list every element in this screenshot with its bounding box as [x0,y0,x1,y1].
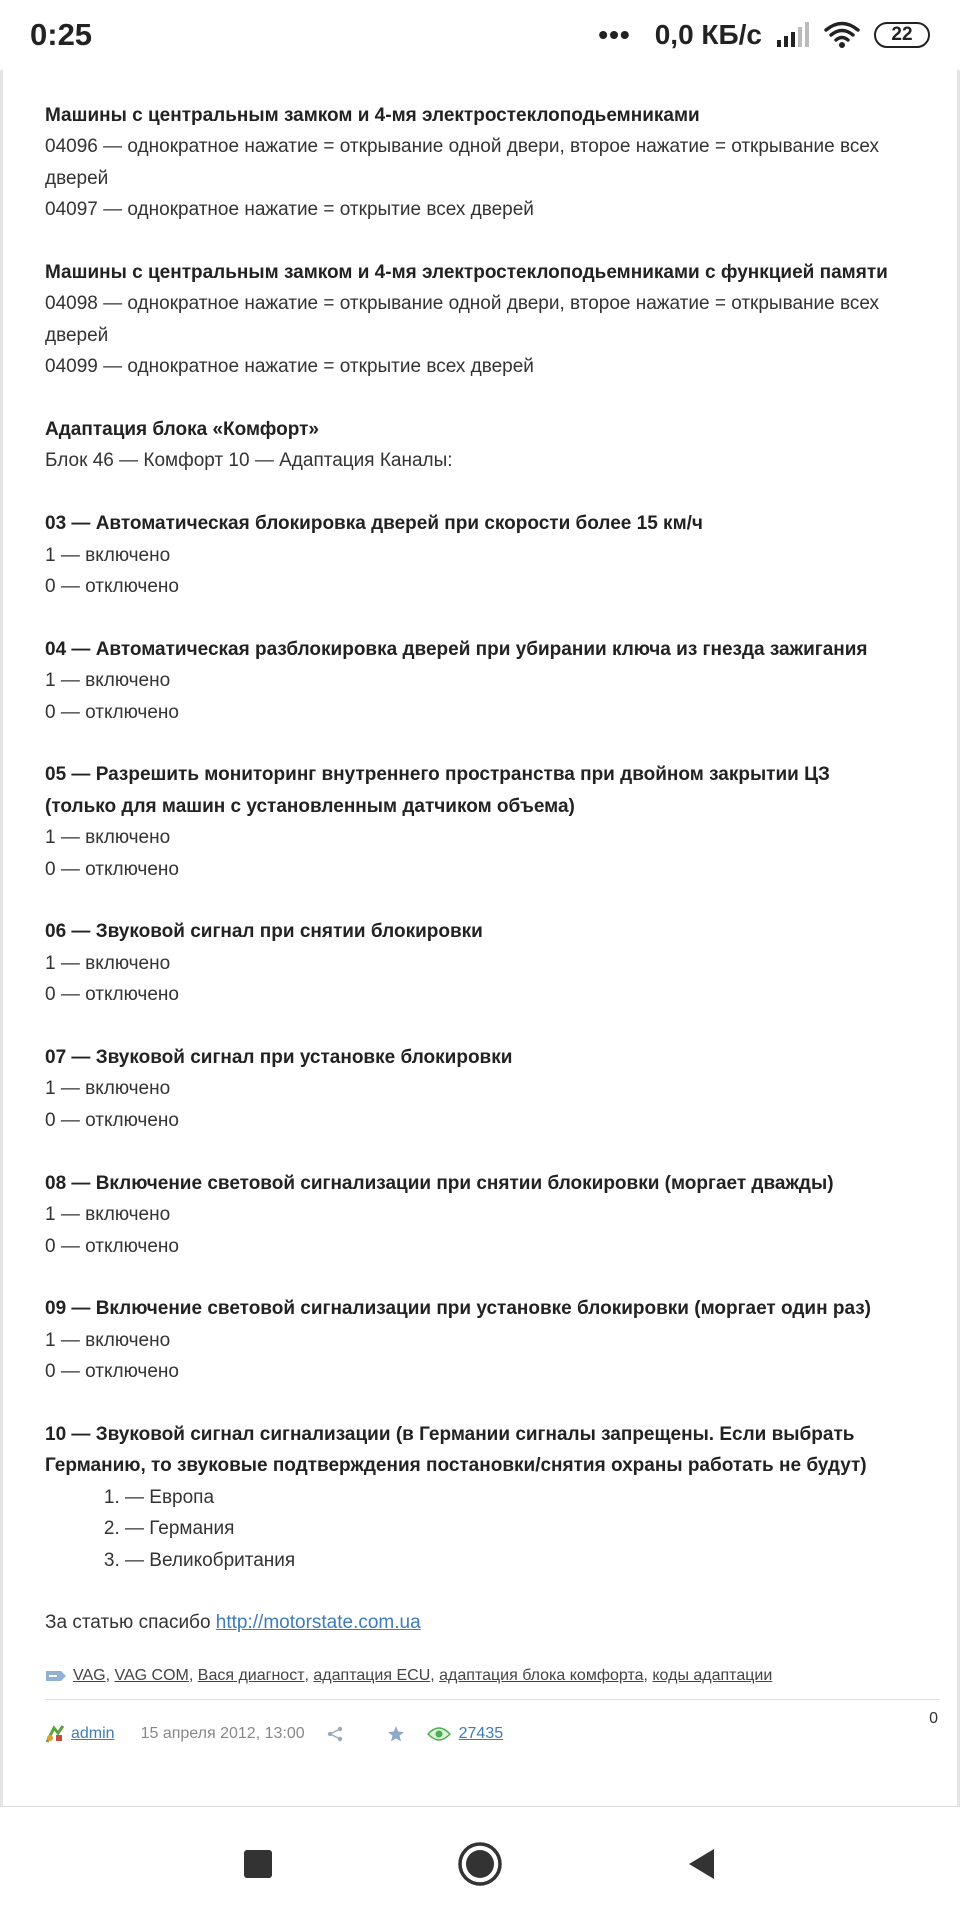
status-bar [0,0,960,70]
comments-count: 0 [929,1709,938,1727]
section-heading: Машины с центральным замком и 4-мя электростеклоподьемниками [45,105,700,126]
thanks-line [45,1607,903,1638]
list-item: 3. — Великобритания [125,1545,903,1576]
wifi-icon [824,21,860,49]
option-on: 1 — включено [45,670,171,692]
page-content [0,70,960,1806]
android-nav-bar [0,1806,960,1920]
section-heading: Адаптация блока «Комфорт» [45,419,319,441]
recent-apps-icon[interactable] [242,1848,274,1880]
option-off: 0 — отключено [45,1109,179,1131]
option-on: 1 — включено [45,544,171,566]
option-off: 0 — отключено [45,984,179,1006]
option-on: 1 — включено [45,952,171,974]
option-on: 1 — включено [45,1329,171,1351]
code-line: 04097 — однократное нажатие = открытие всех дверей [45,199,534,221]
post-meta [45,1709,940,1752]
views-eye-icon [427,1726,451,1742]
section-heading: Машины с центральным замком и 4-мя электростеклоподьемниками с функцией памяти [45,262,888,284]
channel-heading: 10 — Звуковой сигнал сигнализации (в Германии сигналы запрещены. Если выбрать Германию, то звуковые подтверждения постановки/снятия охраны работать не будут) [45,1423,867,1477]
tag-link[interactable]: адаптация ECU [313,1666,431,1684]
battery-icon [874,22,930,48]
status-right [598,19,930,51]
network-speed: 0,0 КБ/с [654,19,762,50]
tag-link[interactable]: адаптация блока комфорта [439,1666,644,1684]
channel-heading: 05 — Разрешить мониторинг внутреннего пространства при двойном закрытии ЦЗ (только для машин с установленным датчиком объема) [45,764,830,817]
tag-icon [45,1670,67,1682]
channel-heading: 08 — Включение световой сигнализации при снятии блокировки (моргает дважды) [45,1172,834,1194]
channel-heading: 07 — Звуковой сигнал при установке блокировки [45,1047,513,1069]
option-off: 0 — отключено [45,1235,179,1257]
article-body [3,70,938,1752]
tag-link[interactable]: Вася диагност [197,1666,305,1684]
code-line: 04099 — однократное нажатие = открытие всех дверей [45,356,534,378]
tags-row: VAG , VAG COM , Вася диагност , адаптация ECU , адаптация блока комфорта , коды адаптации [45,1667,940,1700]
more-dots-icon: ••• [598,19,631,50]
home-icon[interactable] [457,1841,503,1887]
option-off: 0 — отключено [45,576,179,598]
author-link[interactable]: admin [71,1724,115,1742]
channel-heading: 06 — Звуковой сигнал при снятии блокировки [45,921,483,943]
source-link[interactable]: http://motorstate.com.ua [215,1612,421,1634]
channel-heading: 03 — Автоматическая блокировка дверей при скорости более 15 км/ч [45,513,703,535]
adaptation-path: Блок 46 — Комфорт 10 — Адаптация Каналы: [45,450,453,472]
option-off: 0 — отключено [45,1361,179,1383]
list-item: 2. — Германия [125,1513,903,1544]
author-icon [45,1724,65,1744]
views-count[interactable]: 27435 [458,1724,504,1742]
back-icon[interactable] [686,1847,718,1881]
list-item: 1. — Европа [125,1482,903,1513]
option-on: 1 — включено [45,827,171,849]
post-date: 15 апреля 2012, 13:00 [140,1724,305,1742]
tag-link[interactable]: VAG COM [114,1666,189,1684]
thanks-text: За статью спасибо [45,1612,216,1634]
option-on: 1 — включено [45,1078,171,1100]
share-icon[interactable] [327,1726,343,1742]
tag-link[interactable]: коды адаптации [652,1666,773,1684]
option-on: 1 — включено [45,1204,171,1226]
code-line: 04096 — однократное нажатие = открывание одной двери, второе нажатие = открывание всех дверей [45,136,880,189]
option-off: 0 — отключено [45,701,179,723]
option-off: 0 — отключено [45,858,179,880]
favorite-star-icon[interactable] [387,1725,405,1743]
tag-link[interactable]: VAG [73,1666,106,1684]
signal-icon [776,22,810,48]
status-time: 0:25 [30,17,93,52]
battery-level: 22 [891,24,913,45]
region-list [45,1482,903,1576]
code-line: 04098 — однократное нажатие = открывание одной двери, второе нажатие = открывание всех дверей [45,293,880,346]
channel-heading: 04 — Автоматическая разблокировка дверей при убирании ключа из гнезда зажигания [45,638,868,660]
channel-heading: 09 — Включение световой сигнализации при установке блокировки (моргает один раз) [45,1298,872,1320]
